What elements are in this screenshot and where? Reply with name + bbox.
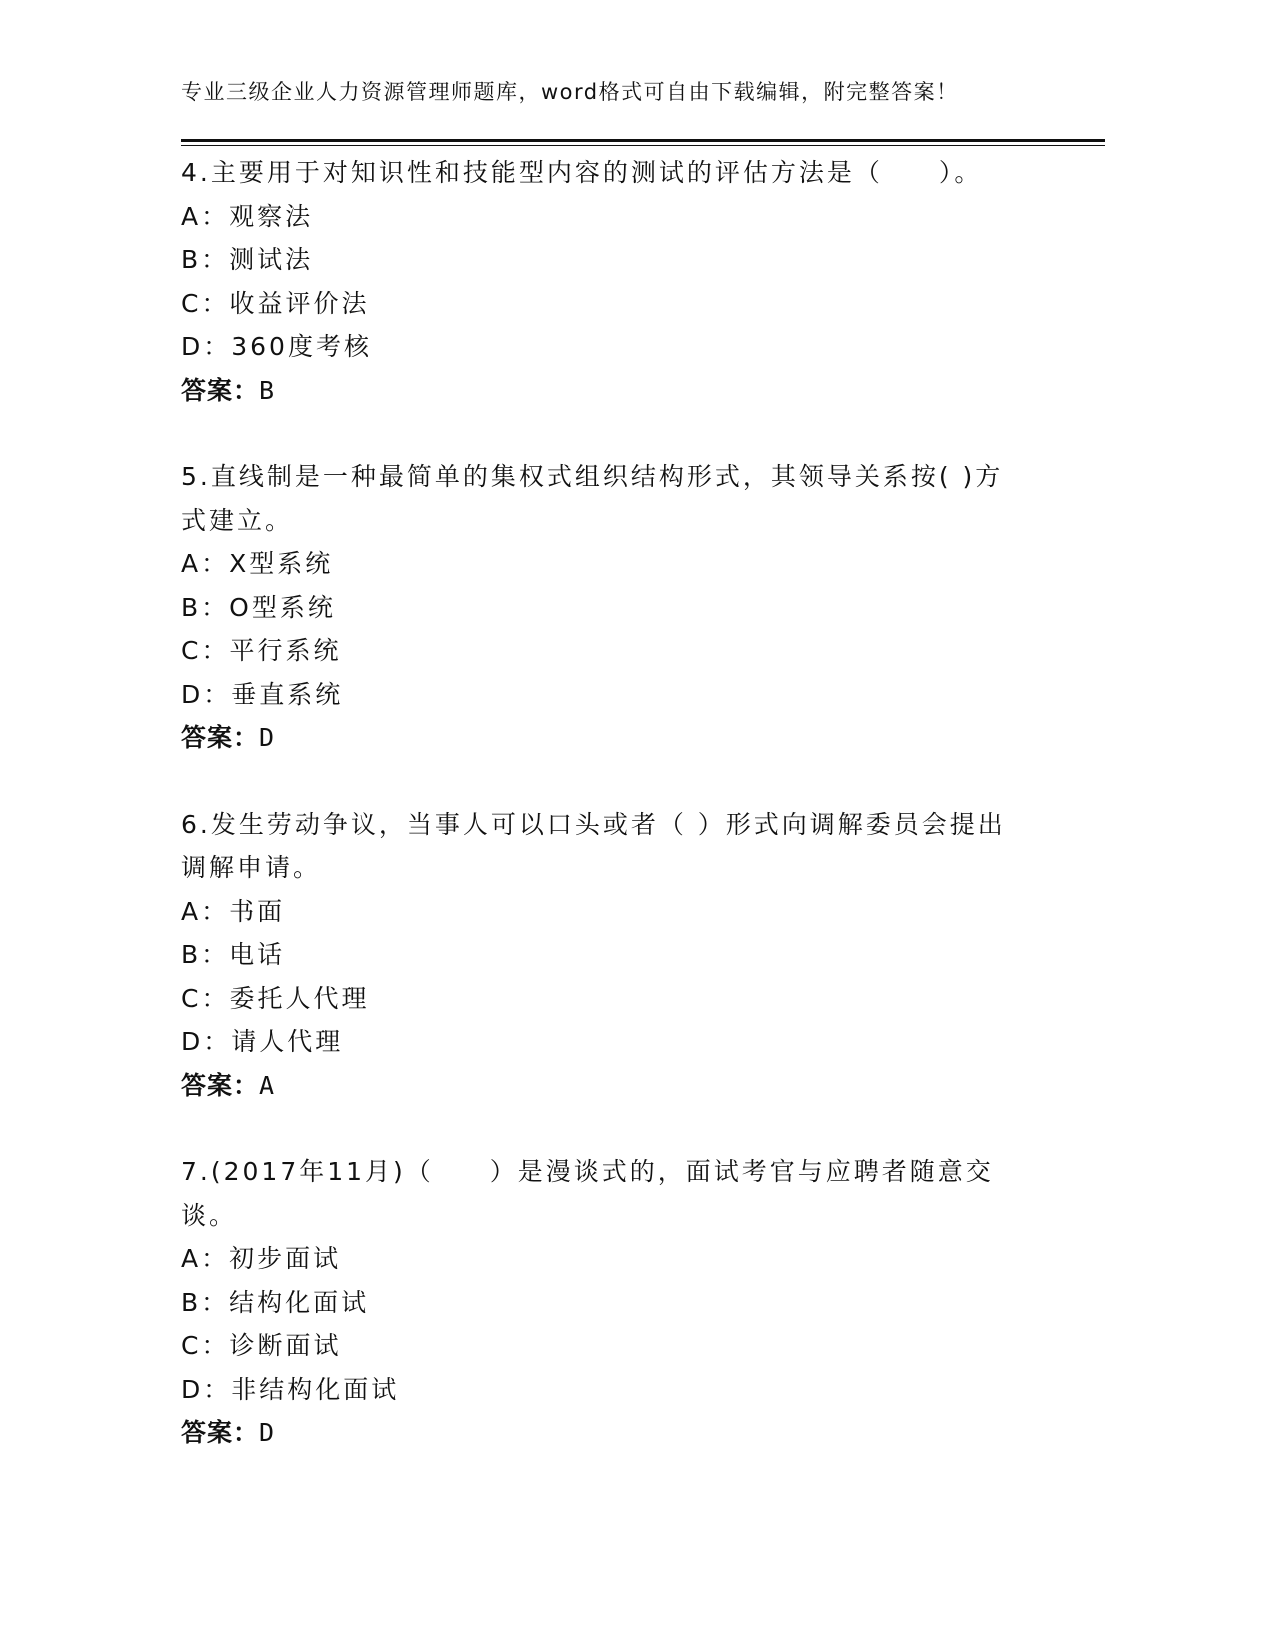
option-c: C：委托人代理 <box>181 983 370 1013</box>
option-c: C：平行系统 <box>181 636 342 665</box>
answer-value: D <box>259 723 275 752</box>
answer-value: D <box>259 1418 275 1447</box>
option-d: D：360度考核 <box>181 332 372 361</box>
option-a: A：X型系统 <box>181 549 334 578</box>
answer-line <box>181 716 1031 760</box>
option-a: A：书面 <box>181 896 286 926</box>
option-b: B：结构化面试 <box>181 1287 370 1317</box>
question-5 <box>181 455 1031 760</box>
option-c: C：收益评价法 <box>181 288 370 318</box>
answer-label: 答案： <box>181 375 260 405</box>
question-4 <box>181 151 1031 412</box>
answer-line <box>181 1411 1031 1455</box>
option-d: D：垂直系统 <box>181 679 344 709</box>
header-divider-thick <box>181 139 1105 142</box>
option-b: B：O型系统 <box>181 592 336 622</box>
question-7 <box>181 1150 1031 1455</box>
answer-value: A <box>259 1070 275 1100</box>
question-stem: 4.主要用于对知识性和技能型内容的测试的评估方法是（ ）。 <box>181 158 983 187</box>
option-d: D：非结构化面试 <box>181 1374 400 1404</box>
header-divider-thin <box>181 145 1105 146</box>
answer-line <box>181 1064 1031 1108</box>
document-header: 专业三级企业人力资源管理师题库，word格式可自由下载编辑，附完整答案！ <box>181 80 959 104</box>
option-b: B：测试法 <box>181 245 314 274</box>
question-stem: 6.发生劳动争议，当事人可以口头或者（ ）形式向调解委员会提出调解申请。 <box>181 809 1006 882</box>
option-a: A：观察法 <box>181 201 314 231</box>
answer-label: 答案： <box>181 1070 260 1100</box>
option-a: A：初步面试 <box>181 1244 342 1273</box>
question-stem: 7.(2017年11月)（ ）是漫谈式的，面试考官与应聘者随意交谈。 <box>181 1157 994 1230</box>
option-c: C：诊断面试 <box>181 1331 342 1360</box>
option-b: B：电话 <box>181 940 286 969</box>
question-list <box>181 151 1031 1498</box>
answer-value: B <box>259 375 275 405</box>
answer-line <box>181 369 1031 413</box>
answer-label: 答案： <box>181 723 260 752</box>
answer-label: 答案： <box>181 1418 260 1447</box>
question-stem: 5.直线制是一种最简单的集权式组织结构形式，其领导关系按( )方式建立。 <box>181 462 1004 535</box>
option-d: D：请人代理 <box>181 1027 344 1056</box>
question-6 <box>181 803 1031 1108</box>
